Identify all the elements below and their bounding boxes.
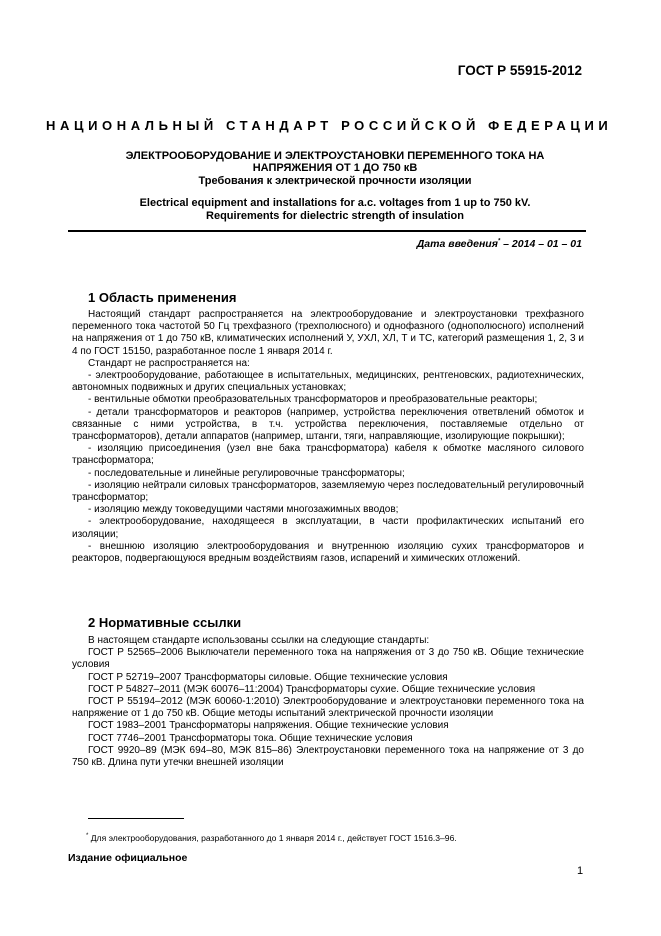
paragraph: Стандарт не распространяется на: bbox=[88, 357, 250, 369]
reference-item: ГОСТ Р 52719–2007 Трансформаторы силовые. Общие технические условия bbox=[88, 671, 448, 683]
introduction-date-value: – 2014 – 01 – 01 bbox=[500, 238, 582, 250]
document-number: ГОСТ Р 55915-2012 bbox=[457, 63, 582, 78]
title-ru-line-2: НАПРЯЖЕНИЯ ОТ 1 ДО 750 кВ bbox=[252, 162, 418, 174]
list-item: - электрооборудование, работающее в испытательных, медицинских, рентгеновских, радиотехнических, автономных подвижных и других специальных установках; bbox=[72, 370, 584, 394]
national-standard-banner: НАЦИОНАЛЬНЫЙ СТАНДАРТ РОССИЙСКОЙ ФЕДЕРАЦИИ bbox=[46, 118, 613, 133]
section-1-body bbox=[72, 309, 584, 565]
list-item: - изоляцию между токоведущими частями многозажимных вводов; bbox=[88, 504, 399, 516]
introduction-date bbox=[417, 238, 582, 250]
section-2-body bbox=[72, 635, 584, 769]
list-item: - детали трансформаторов и реакторов (например, устройства переключения ответвлений обмоток и связанные с ними устройства, в т.ч. устройства переключения, поставляемые отдельно от трансформаторов), детали аппаратов (например, штанги, тяги, направляющие, изолирующие покрышки); bbox=[72, 406, 584, 443]
title-divider bbox=[68, 230, 586, 232]
title-ru-line-1: ЭЛЕКТРООБОРУДОВАНИЕ И ЭЛЕКТРОУСТАНОВКИ ПЕРЕМЕННОГО ТОКА НА bbox=[125, 150, 545, 162]
footnote bbox=[86, 833, 457, 843]
paragraph: В настоящем стандарте использованы ссылки на следующие стандарты: bbox=[88, 635, 430, 646]
reference-item: ГОСТ 1983–2001 Трансформаторы напряжения. Общие технические условия bbox=[88, 720, 449, 732]
section-1-heading: 1 Область применения bbox=[88, 290, 237, 305]
title-ru-subtitle: Требования к электрической прочности изоляции bbox=[198, 175, 472, 187]
introduction-date-label: Дата введения bbox=[416, 238, 498, 250]
paragraph: Настоящий стандарт распространяется на электрооборудование и электроустановки трехфазного переменного тока частотой 50 Гц трехфазного (трехполюсного) и однофазного (однополюсного) исполнений на напряжения от 1 до 750 кВ, климатических исполнений У, УХЛ, ХЛ, Т и ТС, категорий размещения 1, 2, 3 и 4 по ГОСТ 15150, разработанное после 1 января 2014 г. bbox=[72, 309, 584, 357]
title-en-line-1: Electrical equipment and installations for a.c. voltages from 1 up to 750 kV. bbox=[139, 197, 531, 209]
list-item: - последовательные и линейные регулировочные трансформаторы; bbox=[88, 467, 405, 479]
reference-item: ГОСТ 7746–2001 Трансформаторы тока. Общие технические условия bbox=[88, 732, 413, 744]
title-en-line-2: Requirements for dielectric strength of insulation bbox=[206, 210, 464, 222]
reference-item: ГОСТ Р 54827–2011 (МЭК 60076–11:2004) Трансформаторы сухие. Общие технические условия bbox=[88, 683, 536, 695]
list-item: - изоляцию присоединения (узел вне бака трансформатора) кабеля к обмотке масляного силового трансформатора; bbox=[72, 443, 584, 467]
footnote-marker[interactable]: * bbox=[497, 238, 501, 245]
reference-item: ГОСТ Р 52565–2006 Выключатели переменного тока на напряжения от 3 до 750 кВ. Общие технические условия bbox=[72, 647, 584, 671]
official-edition-label: Издание официальное bbox=[68, 852, 188, 864]
section-2-heading: 2 Нормативные ссылки bbox=[88, 615, 242, 630]
list-item: - внешнюю изоляцию электрооборудования и внутреннюю изоляцию сухих трансформаторов и реакторов, подвергающуюся вредным воздействиям газов, испарений и химических отложений. bbox=[72, 540, 584, 565]
reference-item: ГОСТ 9920–89 (МЭК 694–80, МЭК 815–86) Электроустановки переменного тока на напряжение от 3 до 750 кВ. Длина пути утечки внешней изоляции bbox=[72, 744, 584, 769]
list-item: - изоляцию нейтрали силовых трансформаторов, заземляемую через последовательный регулировочный трансформатор; bbox=[72, 479, 584, 504]
footnote-text: Для электрооборудования, разработанного до 1 января 2014 г., действует ГОСТ 1516.3–96. bbox=[88, 833, 457, 843]
page-number: 1 bbox=[577, 865, 584, 877]
footnote-divider bbox=[88, 818, 184, 819]
footnote-marker: * bbox=[86, 833, 89, 840]
list-item: - вентильные обмотки преобразовательных трансформаторов и преобразовательные реакторы; bbox=[88, 394, 538, 406]
list-item: - электрооборудование, находящееся в эксплуатации, в части профилактических испытаний его изоляции; bbox=[72, 516, 584, 540]
reference-item: ГОСТ Р 55194–2012 (МЭК 60060-1:2010) Электрооборудование и электроустановки переменного тока на напряжение от 1 до 750 кВ. Общие методы испытаний электрической прочности изоляции bbox=[72, 696, 584, 720]
